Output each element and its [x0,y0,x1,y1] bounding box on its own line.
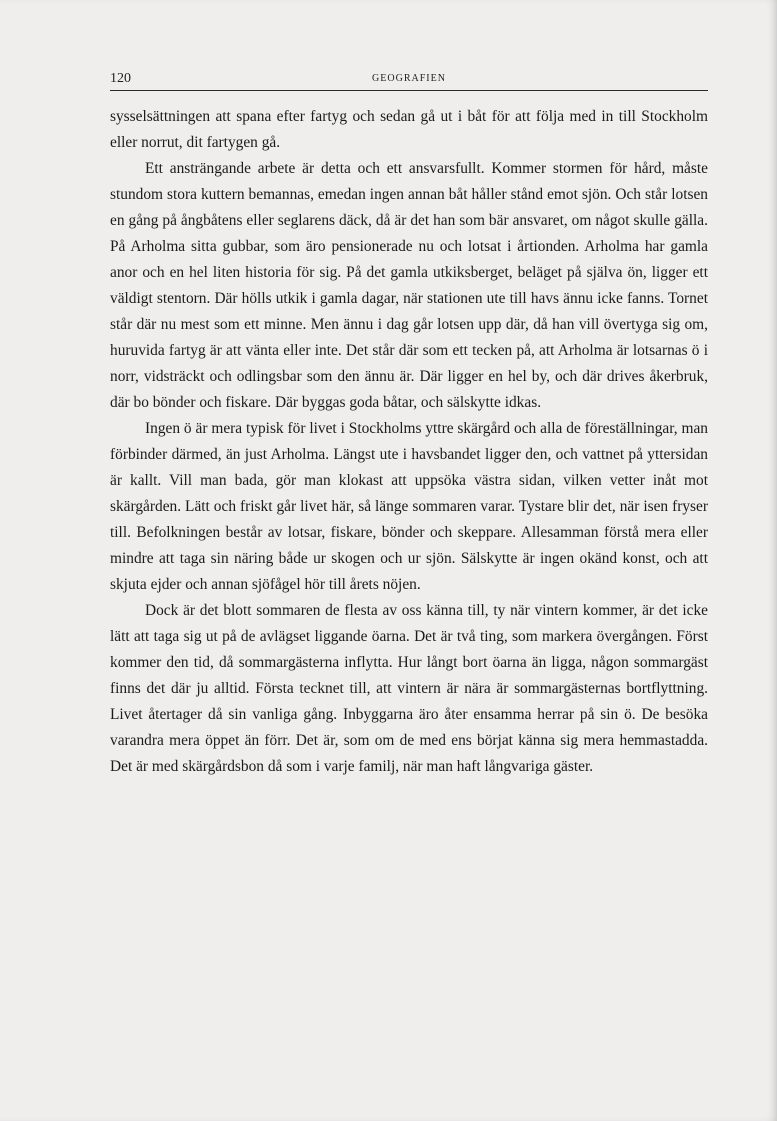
paragraph: sysselsättningen att spana efter fartyg och sedan gå ut i båt för att följa med in till Stockholm eller norrut, dit fartygen gå. [110,108,708,151]
page-header [110,68,708,91]
body-text [110,104,708,780]
paragraph: Dock är det blott sommaren de flesta av oss känna till, ty när vintern kommer, är det icke lätt att taga sig ut på de avlägset liggande öarna. Det är två ting, som markera övergången. Först kommer den tid, då sommargästerna inflytta. Hur långt bort öarna än ligga, någon sommargäst finns det där ju alltid. Första tecknet till, att vintern är nära är sommargästernas bortflyttning. Livet återtager då sin vanliga gång. Inbyggarna äro åter ensamma herrar på sin ö. De besöka varandra mera öppet än förr. Det är, som om de med ens börjat känna sig mera hemmastadda. Det är med skärgårdsbon då som i varje familj, när man haft långvariga gäster. [110,602,708,775]
paragraph: Ett ansträngande arbete är detta och ett ansvarsfullt. Kommer stormen för hård, måste stundom stora kuttern bemannas, emedan ingen annan båt håller stånd emot sjön. Och står lotsen en gång på ångbåtens eller seglarens däck, då är det han som bär ansvaret, om något skulle gälla. På Arholma sitta gubbar, som äro pensionerade nu och lotsat i årtionden. Arholma har gamla anor och en hel liten historia för sig. På det gamla utkiksberget, beläget på själva ön, ligger ett väldigt stentorn. Där hölls utkik i gamla dagar, när stationen ute till havs ännu icke fanns. Tornet står där nu mest som ett minne. Men ännu i dag går lotsen upp där, då han vill övertyga sig om, huruvida fartyg är att vänta eller inte. Det står där som ett tecken på, att Arholma är lotsarnas ö i norr, vidsträckt och odlingsbar som den ännu är. Där ligger en hel by, och där drives åkerbruk, där bo bönder och fiskare. Där byggas goda båtar, och sälskytte idkas. [110,160,708,411]
page-number: 120 [110,71,131,86]
paragraph: Ingen ö är mera typisk för livet i Stockholms yttre skärgård och alla de föreställningar, man förbinder därmed, än just Arholma. Längst ute i havsbandet ligger den, och vattnet på yttersidan är kallt. Vill man bada, gör man klokast att uppsöka västra sidan, vilken vetter inåt mot skärgården. Lätt och friskt går livet här, så länge sommaren varar. Tystare blir det, när isen fryser till. Befolkningen består av lotsar, fiskare, bönder och skeppare. Allesamman förstå mera eller mindre att taga sin näring både ur skogen och ur sjön. Sälskytte är ingen okänd konst, och att skjuta ejder och annan sjöfågel hör till årets nöjen. [110,420,708,593]
running-head: GEOGRAFIEN [372,73,446,84]
